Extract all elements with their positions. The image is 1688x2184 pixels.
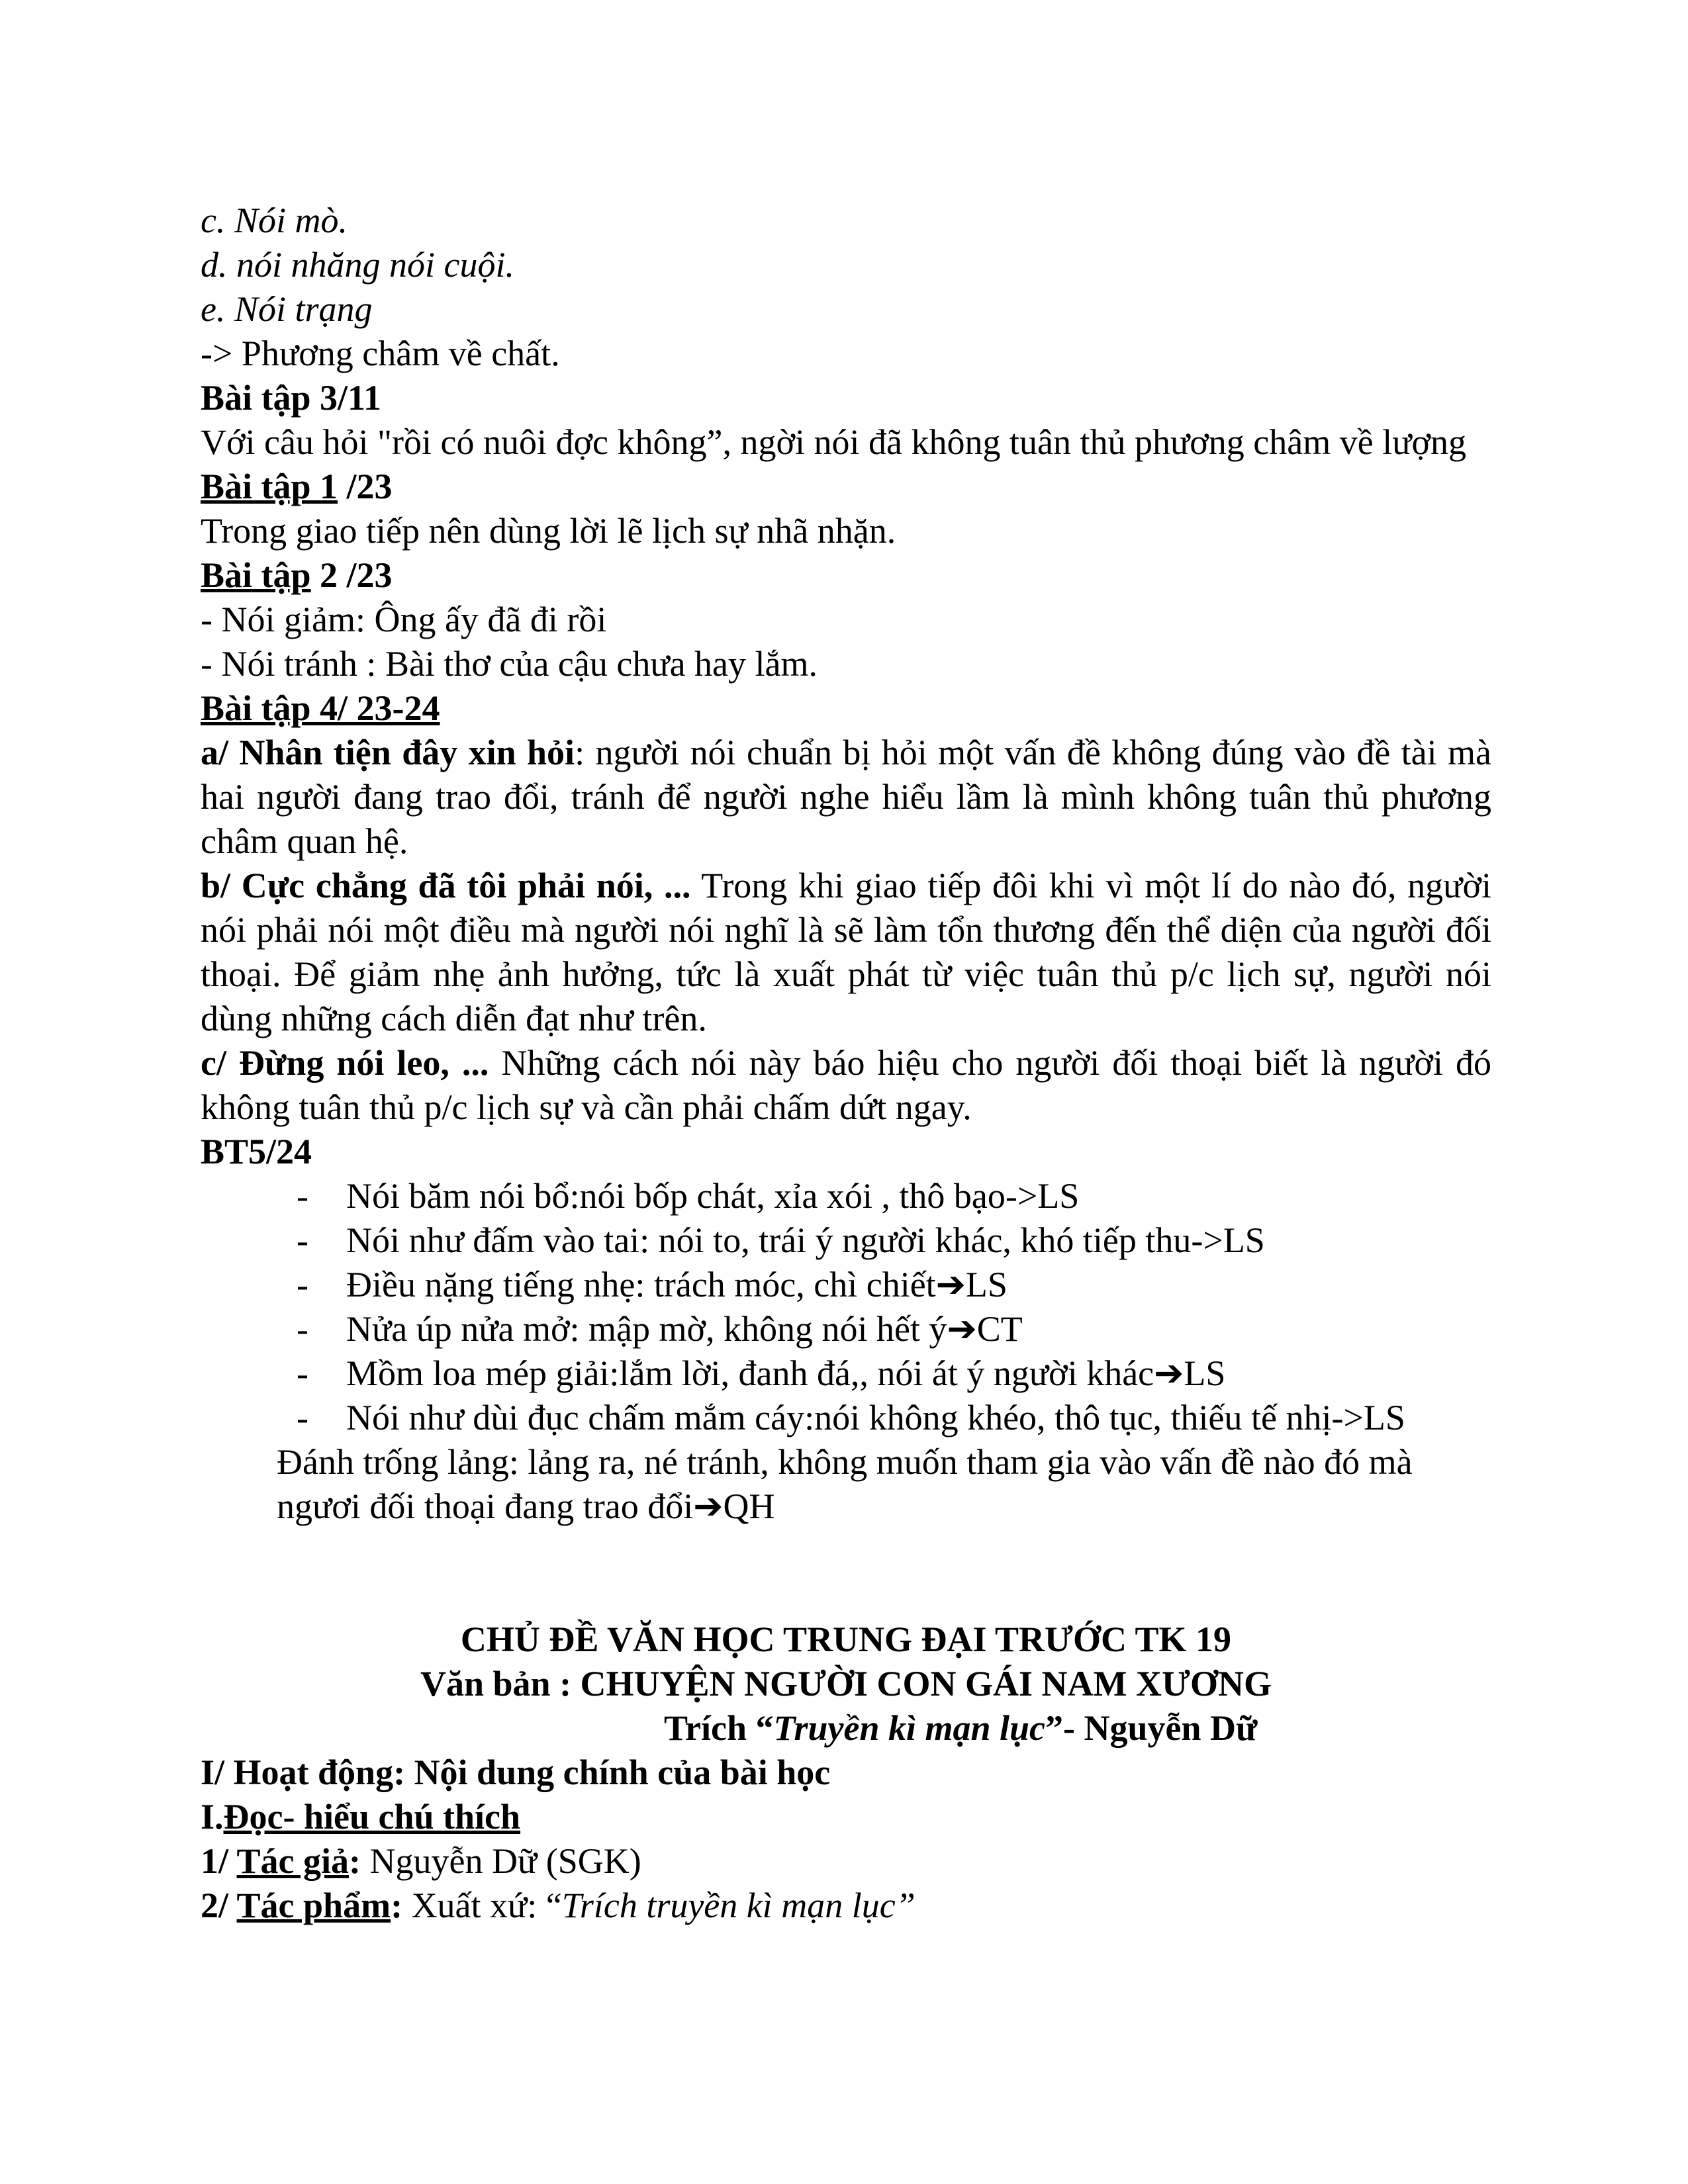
bt1-heading-rest: /23: [338, 467, 393, 506]
author-line: [201, 1839, 1491, 1884]
list-item: [201, 1396, 1491, 1440]
excerpt-book: Truyền kì mạn lục: [773, 1708, 1046, 1748]
bt4-heading: Bài tập 4/ 23-24: [201, 688, 440, 728]
bt3-heading: Bài tập 3/11: [201, 378, 382, 418]
bt5-list: [201, 1174, 1491, 1440]
bt2-heading: [201, 553, 1491, 598]
option-c: c. Nói mò.: [201, 201, 348, 240]
work-source: Trích truyền kì mạn lục”: [561, 1886, 915, 1925]
activity-heading: I/ Hoạt động: Nội dung chính của bài học: [201, 1752, 831, 1792]
bt4-c-label: c/ Đừng nói leo, ...: [201, 1043, 489, 1083]
list-item: [201, 1218, 1491, 1263]
excerpt-post: ”- Nguyễn Dữ: [1045, 1708, 1258, 1748]
bt4-part-a: [201, 731, 1491, 864]
dash-bullet: -: [297, 1265, 308, 1304]
bt2-line: - Nói giảm: Ông ấy đã đi rồi: [201, 600, 607, 639]
author-colon: :: [349, 1841, 361, 1881]
bt5-extra-line: Đánh trống lảng: lảng ra, né tránh, không muốn tham gia vào vấn đề nào đó mà: [277, 1442, 1413, 1482]
bt4-b-text: Trong khi giao tiếp đôi khi vì một lí do nào đó, người nói phải nói một điều mà người nói nghĩ là sẽ làm tổn thương đến thể diện của người đối thoại. Để giảm nhẹ ảnh hưởng, tức là xuất phát từ việc tuân thủ p/c lịch sự, người nói dùng những cách diễn đạt như trên.: [201, 866, 1492, 1038]
bt1-heading: [201, 465, 1491, 509]
bt1-heading-underlined: Bài tập 1: [201, 467, 338, 506]
section-title: Đọc- hiểu chú thích: [223, 1797, 521, 1837]
option-d: d. nói nhăng nói cuội.: [201, 245, 514, 285]
bt5-heading: BT5/24: [201, 1132, 312, 1171]
work-label: Tác phẩm: [236, 1886, 391, 1925]
bt1-text: Trong giao tiếp nên dùng lời lẽ lịch sự nhã nhặn.: [201, 511, 896, 551]
bt2-heading-underlined: Bài tập: [201, 555, 311, 595]
bt4-part-b: [201, 864, 1491, 1041]
list-item: [201, 1174, 1491, 1218]
bt5-extra-line: ngươi đối thoại đang trao đổi➔QH: [277, 1486, 775, 1526]
document-page: [201, 199, 1491, 1928]
dash-bullet: -: [297, 1398, 308, 1437]
dash-bullet: -: [297, 1176, 308, 1216]
bt4-a-text: : người nói chuẩn bị hỏi một vấn đề không đúng vào đề tài mà hai người đang trao đổi, tránh để người nghe hiểu lầm là mình không tuân thủ phương châm quan hệ.: [201, 733, 1491, 861]
list-item: [201, 1263, 1491, 1307]
work-text: Xuất xứ: “: [402, 1886, 562, 1925]
author-text: Nguyễn Dữ (SGK): [361, 1841, 641, 1881]
dash-bullet: -: [297, 1220, 308, 1260]
list-item: [201, 1307, 1491, 1351]
bt3-text: Với câu hỏi "rồi có nuôi đợc không”, ngời nói đã không tuân thủ phương châm về lượng: [201, 422, 1467, 462]
list-item-text: Nói băm nói bổ:nói bốp chát, xỉa xói , thô bạo->LS: [346, 1176, 1080, 1216]
bt4-a-label: a/ Nhân tiện đây xin hỏi: [201, 733, 575, 772]
work-line: [201, 1884, 1491, 1928]
excerpt-source: [201, 1706, 1491, 1751]
excerpt-pre: Trích “: [664, 1708, 774, 1748]
topic-title: CHỦ ĐỀ VĂN HỌC TRUNG ĐẠI TRƯỚC TK 19: [460, 1619, 1232, 1659]
bt4-part-c: [201, 1041, 1491, 1130]
bt4-c-text: Những cách nói này báo hiệu cho người đối thoại biết là người đó không tuân thủ p/c lịch sự và cần phải chấm dứt ngay.: [201, 1043, 1491, 1127]
bt2-heading-rest: 2 /23: [310, 555, 393, 595]
list-item: [201, 1351, 1491, 1396]
list-item-text: Nói như đấm vào tai: nói to, trái ý người khác, khó tiếp thu->LS: [346, 1220, 1265, 1260]
options-conclusion: -> Phương châm về chất.: [201, 334, 560, 373]
author-num: 1/: [201, 1841, 237, 1881]
list-item-text: Nửa úp nửa mở: mập mờ, không nói hết ý➔CT: [346, 1309, 1023, 1349]
work-colon: :: [391, 1886, 403, 1925]
list-item-text: Nói như dùi đục chấm mắm cáy:nói không khéo, thô tục, thiếu tế nhị->LS: [346, 1398, 1405, 1437]
bt4-b-label: b/ Cực chẳng đã tôi phải nói, ...: [201, 866, 691, 905]
option-e: e. Nói trạng: [201, 289, 373, 329]
section-heading: [201, 1795, 1491, 1839]
list-item-text: Điều nặng tiếng nhẹ: trách móc, chì chiết➔LS: [346, 1265, 1008, 1304]
author-label: Tác giả: [236, 1841, 350, 1881]
dash-bullet: -: [297, 1353, 308, 1393]
dash-bullet: -: [297, 1309, 308, 1349]
text-title: Văn bản : CHUYỆN NGƯỜI CON GÁI NAM XƯƠNG: [420, 1664, 1272, 1704]
list-item-text: Mồm loa mép giải:lắm lời, đanh đá,, nói át ý người khác➔LS: [346, 1353, 1226, 1393]
bt2-line: - Nói tránh : Bài thơ của cậu chưa hay lắm.: [201, 644, 818, 684]
work-num: 2/: [201, 1886, 237, 1925]
section-spacer: [201, 1529, 1491, 1617]
section-prefix: I.: [201, 1797, 224, 1837]
